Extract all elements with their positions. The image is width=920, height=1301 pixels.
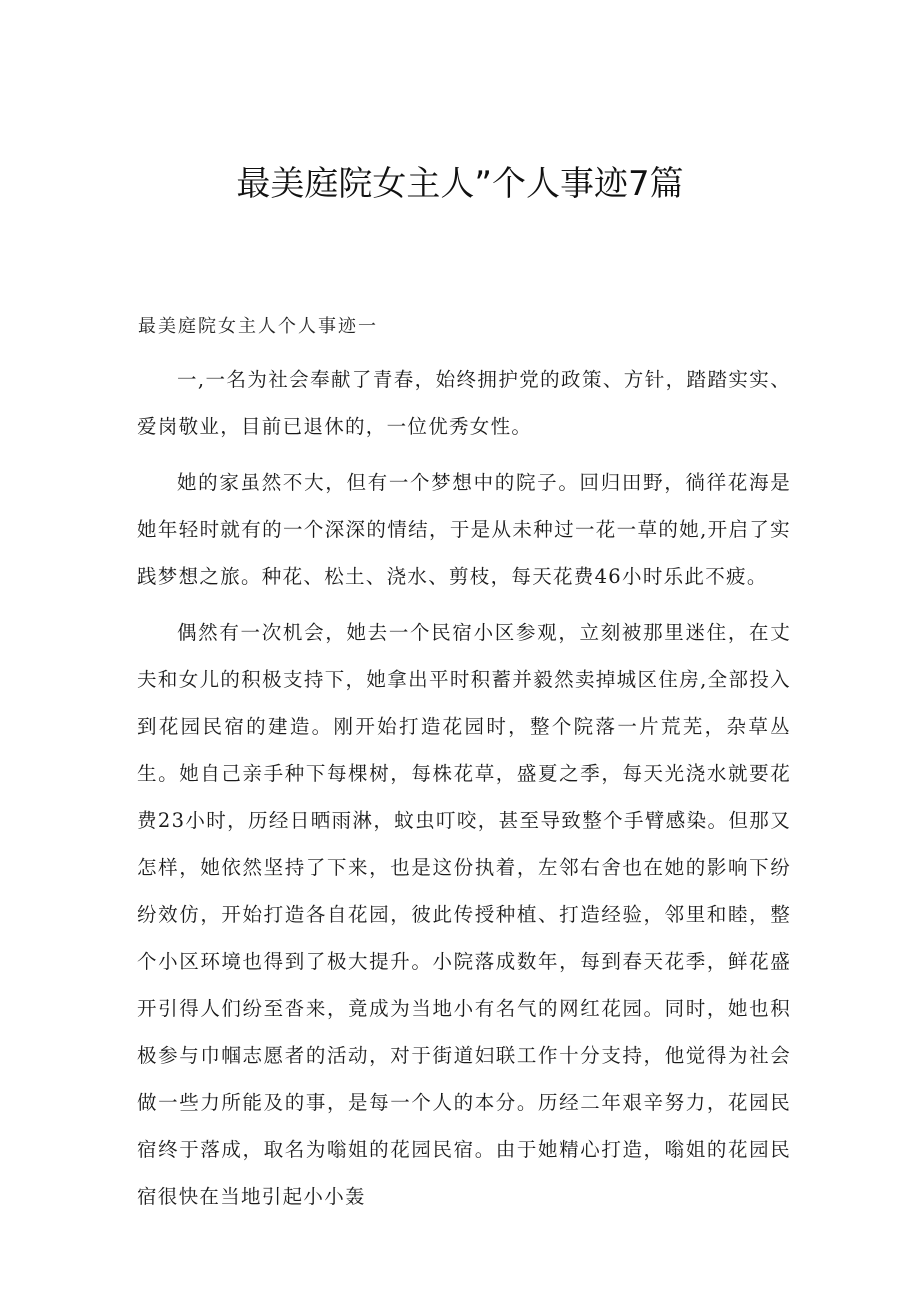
section-heading: 最美庭院女主人个人事迹一	[138, 316, 378, 337]
paragraph: 偶然有一次机会，她去一个民宿小区参观，立刻被那里迷住，在丈夫和女儿的积极支持下，她拿出平时积蓄并毅然卖掉城区住房,全部投入到花园民宿的建造。刚开始打造花园时，整个院落一片荒芜，杂草丛生。她自己亲手种下每棵树，每株花草，盛夏之季，每天光浇水就要花费23小时，历经日晒雨淋，蚊虫叮咬，甚至导致整个手臂感染。但那又怎样，她依然坚持了下来，也是这份执着，左邻右舍也在她的影响下纷纷效仿，开始打造各自花园，彼此传授种植、打造经验，邻里和睦，整个小区环境也得到了极大提升。小院落成数年，每到春天花季，鲜花盛开引得人们纷至沓来，竟成为当地小有名气的网红花园。同时，她也积极参与巾帼志愿者的活动，对于街道妇联工作十分支持，他觉得为社会做一些力所能及的事，是每一个人的本分。历经二年艰辛努力，花园民宿终于落成，取名为嗡姐的花园民宿。由于她精心打造，嗡姐的花园民宿很快在当地引起小小轰	[137, 621, 791, 1208]
paragraph: 一,一名为社会奉献了青春，始终拥护党的政策、方针，踏踏实实、爱岗敬业，目前已退休的，一位优秀女性。	[137, 368, 791, 438]
document-title: 最美庭院女主人”个人事迹7篇	[236, 164, 684, 204]
document-body	[137, 356, 791, 1229]
paragraph: 她的家虽然不大，但有一个梦想中的院子。回归田野，徜徉花海是她年轻时就有的一个深深的情结，于是从未种过一花一草的她,开启了实践梦想之旅。种花、松土、浇水、剪枝，每天花费46小时乐此不疲。	[137, 471, 791, 588]
